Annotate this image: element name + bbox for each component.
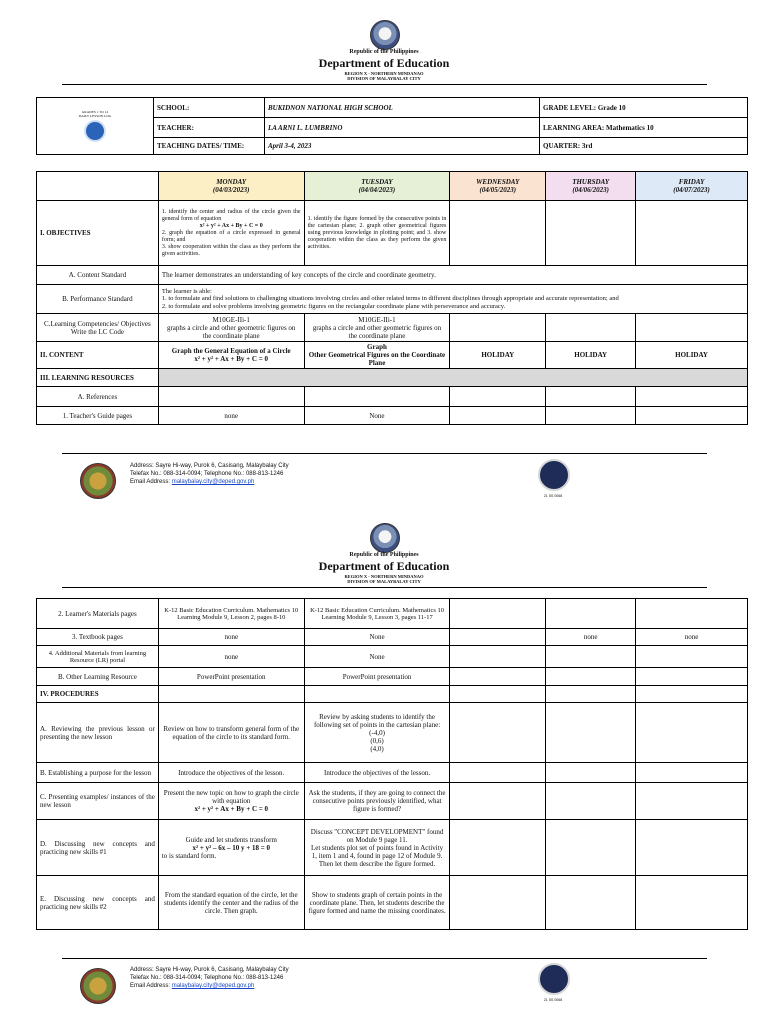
empty-cell: [546, 407, 636, 425]
logo-line-2: DAILY LESSON LOG: [78, 114, 112, 118]
department-title: Department of Education: [318, 56, 450, 70]
procedure-text: Let students plot set of points found in Activity 1, item 1 and 4, found in page 12 of Module 9. Then let them describe the figure formed.: [310, 843, 444, 868]
day-date: (04/05/2023): [479, 186, 517, 194]
empty-cell: [450, 876, 546, 930]
point: (0,6): [370, 736, 384, 745]
empty-cell: [158, 686, 304, 703]
division-seal-icon: [80, 463, 116, 499]
resources-shaded: [158, 369, 747, 387]
empty-cell: [546, 703, 636, 763]
competencies-monday: [158, 314, 304, 342]
learners-materials-label: 2. Learner's Materials pages: [37, 599, 159, 629]
dll-badge-icon: [84, 120, 106, 142]
empty-cell: [450, 763, 546, 783]
performance-standard-value: [158, 285, 747, 314]
empty-cell: [636, 763, 748, 783]
footer-address: [130, 966, 289, 990]
lc-code: M10GE-IIi-1: [212, 315, 250, 324]
logo-line-1: GRADES 1 TO 12: [81, 110, 109, 114]
procedure-text: Guide and let students transform: [185, 835, 277, 844]
content-standard-label: A. Content Standard: [37, 266, 159, 285]
iso-number: 21 SS 0068: [543, 494, 563, 498]
empty-cell: [546, 686, 636, 703]
email-label: Email Address:: [130, 479, 171, 485]
procedure-text: to is standard form.: [161, 851, 217, 860]
content-title: Graph the General Equation of a Circle: [171, 347, 291, 355]
objective-equation: x² + y² + Ax + By + C = 0: [199, 222, 263, 229]
performance-line: The learner is able:: [161, 287, 212, 295]
grade-level: GRADE LEVEL: Grade 10: [540, 98, 748, 118]
procedure-c-tuesday: Ask the students, if they are going to connect the consecutive points previously identified, what figure is formed?: [304, 783, 450, 820]
textbook-monday: none: [158, 629, 304, 646]
school-label: SCHOOL:: [154, 98, 265, 118]
empty-cell: [636, 876, 748, 930]
textbook-label: 3. Textbook pages: [37, 629, 159, 646]
performance-line: 1. to formulate and find solutions to challenging situations involving circles and other related terms in different disciplines through appropriate and accurate representation; and: [161, 295, 619, 303]
holiday-wednesday: HOLIDAY: [450, 342, 546, 369]
holiday-friday: HOLIDAY: [636, 342, 748, 369]
division-seal-icon: [80, 968, 116, 1004]
empty-cell: [450, 599, 546, 629]
day-monday: [158, 172, 304, 201]
empty-cell: [636, 703, 748, 763]
lc-text: graphs a circle and other geometric figures on the coordinate plane: [312, 323, 442, 340]
email-label: Email Address:: [130, 983, 171, 989]
empty-cell: [636, 783, 748, 820]
corner-cell: [37, 172, 159, 201]
empty-cell: [546, 820, 636, 876]
day-date: (04/06/2023): [572, 186, 609, 194]
address-line: Address: Sayre Hi-way, Purok 6, Casisang, Malaybalay City: [130, 463, 289, 469]
empty-cell: [450, 783, 546, 820]
day-date: (04/07/2023): [673, 186, 710, 194]
dates-label: TEACHING DATES/ TIME:: [154, 138, 265, 155]
empty-cell: [636, 407, 748, 425]
procedure-equation: x² + y² + Ax + By + C = 0: [194, 805, 269, 813]
holiday-thursday: HOLIDAY: [546, 342, 636, 369]
procedure-text: Review by asking students to identify the following set of points in the cartesian plane:: [313, 712, 441, 729]
dll-logo: [37, 98, 154, 155]
empty-cell: [546, 876, 636, 930]
point: (-4,0): [369, 728, 385, 737]
iso-certification-icon: [538, 963, 570, 995]
procedure-b-monday: Introduce the objectives of the lesson.: [158, 763, 304, 783]
empty-cell: [450, 820, 546, 876]
textbook-tuesday: None: [304, 629, 450, 646]
day-name: FRIDAY: [678, 178, 705, 186]
procedure-equation: x² + y² – 6x – 10 y + 18 = 0: [192, 843, 270, 852]
quarter: QUARTER: 3rd: [540, 138, 748, 155]
empty-cell: [636, 599, 748, 629]
address-line: Address: Sayre Hi-way, Purok 6, Casisang, Malaybalay City: [130, 967, 289, 973]
header-rule: [62, 587, 707, 588]
procedure-b-tuesday: Introduce the objectives of the lesson.: [304, 763, 450, 783]
other-resource-tuesday: PowerPoint presentation: [304, 668, 450, 686]
point: (4,0): [370, 744, 384, 753]
procedure-c-monday: [158, 783, 304, 820]
content-subtitle: Other Geometrical Figures on the Coordinate Plane: [308, 351, 446, 367]
additional-materials-tuesday: None: [304, 646, 450, 668]
objectives-monday: [158, 201, 304, 266]
lesson-table-2: [36, 598, 748, 930]
teachers-guide-monday: none: [158, 407, 304, 425]
email-link[interactable]: malaybalay.city@deped.gov.ph: [171, 479, 255, 485]
additional-materials-label: 4. Additional Materials from learning Resource (LR) portal: [37, 646, 159, 668]
procedure-text: Discuss "CONCEPT DEVELOPMENT" found on Module 9 page 11.: [310, 827, 444, 844]
empty-cell: [304, 387, 450, 407]
content-equation: x² + y² + Ax + By + C = 0: [194, 355, 268, 363]
empty-cell: [636, 387, 748, 407]
day-name: MONDAY: [216, 178, 247, 186]
email-line: [130, 982, 289, 990]
region-text: REGION X - NORTHERN MINDANAO: [344, 574, 424, 579]
other-resource-monday: PowerPoint presentation: [158, 668, 304, 686]
procedure-d-monday: [158, 820, 304, 876]
procedure-text: Present the new topic on how to graph the circle with equation: [163, 789, 299, 805]
day-name: THURSDAY: [572, 178, 610, 186]
procedures-label: IV. PROCEDURES: [37, 686, 159, 703]
empty-cell: [546, 763, 636, 783]
additional-materials-monday: none: [158, 646, 304, 668]
republic-text: Republic of the Philippines: [349, 49, 419, 55]
procedure-d-label: D. Discussing new concepts and practicing new skills #1: [37, 820, 159, 876]
empty-cell: [158, 387, 304, 407]
deped-seal-icon: [370, 20, 400, 50]
dates-value: April 3-4, 2023: [265, 138, 540, 155]
content-label: II. CONTENT: [37, 342, 159, 369]
day-thursday: [546, 172, 636, 201]
competencies-tuesday: [304, 314, 450, 342]
lc-code: M10GE-IIi-1: [358, 315, 396, 324]
competencies-friday: [636, 314, 748, 342]
empty-cell: [546, 646, 636, 668]
day-tuesday: [304, 172, 450, 201]
day-date: (04/04/2023): [358, 186, 396, 194]
iso-number: 21 SS 0068: [543, 998, 563, 1002]
procedure-e-label: E. Discussing new concepts and practicing new skills #2: [37, 876, 159, 930]
region-text: REGION X - NORTHERN MINDANAO: [344, 71, 424, 76]
procedure-e-monday: From the standard equation of the circle, let the students identify the center and the radius of the circle. Then graph.: [158, 876, 304, 930]
teachers-guide-tuesday: None: [304, 407, 450, 425]
procedure-a-tuesday: [304, 703, 450, 763]
content-standard-value: The learner demonstrates an understanding of key concepts of the circle and coordinate geometry.: [158, 266, 747, 285]
teacher-label: TEACHER:: [154, 118, 265, 138]
footer-address: [130, 462, 289, 486]
empty-cell: [450, 629, 546, 646]
page-1: [0, 0, 768, 510]
day-wednesday: [450, 172, 546, 201]
day-date: (04/03/2023): [212, 186, 250, 194]
division-text: DIVISION OF MALAYBALAY CITY: [347, 76, 421, 81]
competencies-label-line: C.Learning Competencies/ Objectives: [44, 319, 151, 328]
objective-item: 3. show cooperation within the class as they perform the given activities.: [161, 243, 301, 257]
day-name: WEDNESDAY: [476, 178, 520, 186]
learning-area: LEARNING AREA: Mathematics 10: [540, 118, 748, 138]
empty-cell: [304, 686, 450, 703]
empty-cell: [450, 686, 546, 703]
iso-certification-icon: [538, 459, 570, 491]
textbook-thursday: none: [546, 629, 636, 646]
school-value: BUKIDNON NATIONAL HIGH SCHOOL: [265, 98, 540, 118]
empty-cell: [450, 387, 546, 407]
empty-cell: [546, 668, 636, 686]
references-label: A. References: [37, 387, 159, 407]
objective-item: 1. identify the center and radius of the circle given the general form of equation: [161, 208, 301, 222]
objectives-label: I. OBJECTIVES: [37, 201, 159, 266]
competencies-wednesday: [450, 314, 546, 342]
email-link[interactable]: malaybalay.city@deped.gov.ph: [171, 983, 255, 989]
page-2: [0, 510, 768, 1024]
day-friday: [636, 172, 748, 201]
objectives-friday: [636, 201, 748, 266]
procedure-d-tuesday: [304, 820, 450, 876]
procedure-a-monday: Review on how to transform general form of the equation of the circle to its standard form.: [158, 703, 304, 763]
lesson-table-1: [36, 171, 748, 425]
empty-cell: [546, 599, 636, 629]
procedure-e-tuesday: Show to students graph of certain points in the coordinate plane. Then, let students describe the figure formed and name the missing coordinates.: [304, 876, 450, 930]
procedure-c-label: C. Presenting examples/ instances of the new lesson: [37, 783, 159, 820]
content-title: Graph: [367, 343, 387, 351]
procedure-b-label: B. Establishing a purpose for the lesson: [37, 763, 159, 783]
objectives-wednesday: [450, 201, 546, 266]
empty-cell: [546, 783, 636, 820]
learners-materials-tuesday: K-12 Basic Education Curriculum. Mathematics 10 Learning Module 9, Lesson 3, pages 11-17: [304, 599, 450, 629]
other-resource-label: B. Other Learning Resource: [37, 668, 159, 686]
empty-cell: [636, 686, 748, 703]
objectives-thursday: [546, 201, 636, 266]
division-text: DIVISION OF MALAYBALAY CITY: [347, 579, 421, 584]
objective-item: 2. graph the equation of a circle expressed in general form; and: [161, 229, 301, 243]
content-tuesday: [304, 342, 450, 369]
content-monday: [158, 342, 304, 369]
competencies-label: [37, 314, 159, 342]
teacher-value: LA ARNI L. LUMBRINO: [265, 118, 540, 138]
competencies-code-label: Write the LC Code: [70, 327, 124, 336]
competencies-thursday: [546, 314, 636, 342]
empty-cell: [546, 387, 636, 407]
telefax-line: Telefax No.: 088-314-0094; Telephone No.: 088-813-1246: [130, 975, 284, 981]
empty-cell: [450, 668, 546, 686]
performance-standard-label: B. Performance Standard: [37, 285, 159, 314]
textbook-friday: none: [636, 629, 748, 646]
deped-seal-icon: [370, 523, 400, 553]
footer-rule: [62, 958, 707, 959]
email-line: [130, 478, 289, 486]
republic-text: Republic of the Philippines: [349, 552, 419, 558]
learners-materials-monday: K-12 Basic Education Curriculum. Mathematics 10 Learning Module 9, Lesson 2, pages 8-10: [158, 599, 304, 629]
empty-cell: [450, 646, 546, 668]
empty-cell: [636, 646, 748, 668]
school-info-table: [36, 97, 748, 155]
empty-cell: [450, 703, 546, 763]
resources-label: III. LEARNING RESOURCES: [37, 369, 159, 387]
procedure-a-label: A. Reviewing the previous lesson or presenting the new lesson: [37, 703, 159, 763]
objectives-tuesday: 1. identify the figure formed by the consecutive points in the cartesian plane; 2. graph other geometrical figures using previous knowledge in plotting point; and 3. show cooperation within the class as they perform the given activities.: [304, 201, 450, 266]
department-title: Department of Education: [318, 559, 450, 573]
teachers-guide-label: 1. Teacher's Guide pages: [37, 407, 159, 425]
telefax-line: Telefax No.: 088-314-0094; Telephone No.: 088-813-1246: [130, 471, 284, 477]
day-name: TUESDAY: [361, 178, 393, 186]
header-rule: [62, 84, 707, 85]
empty-cell: [450, 407, 546, 425]
empty-cell: [636, 668, 748, 686]
empty-cell: [636, 820, 748, 876]
lc-text: graphs a circle and other geometric figures on the coordinate plane: [166, 323, 296, 340]
performance-line: 2. to formulate and solve problems involving geometric figures on the rectangular coordinate plane with perseverance and accuracy.: [161, 302, 506, 310]
footer-rule: [62, 453, 707, 454]
